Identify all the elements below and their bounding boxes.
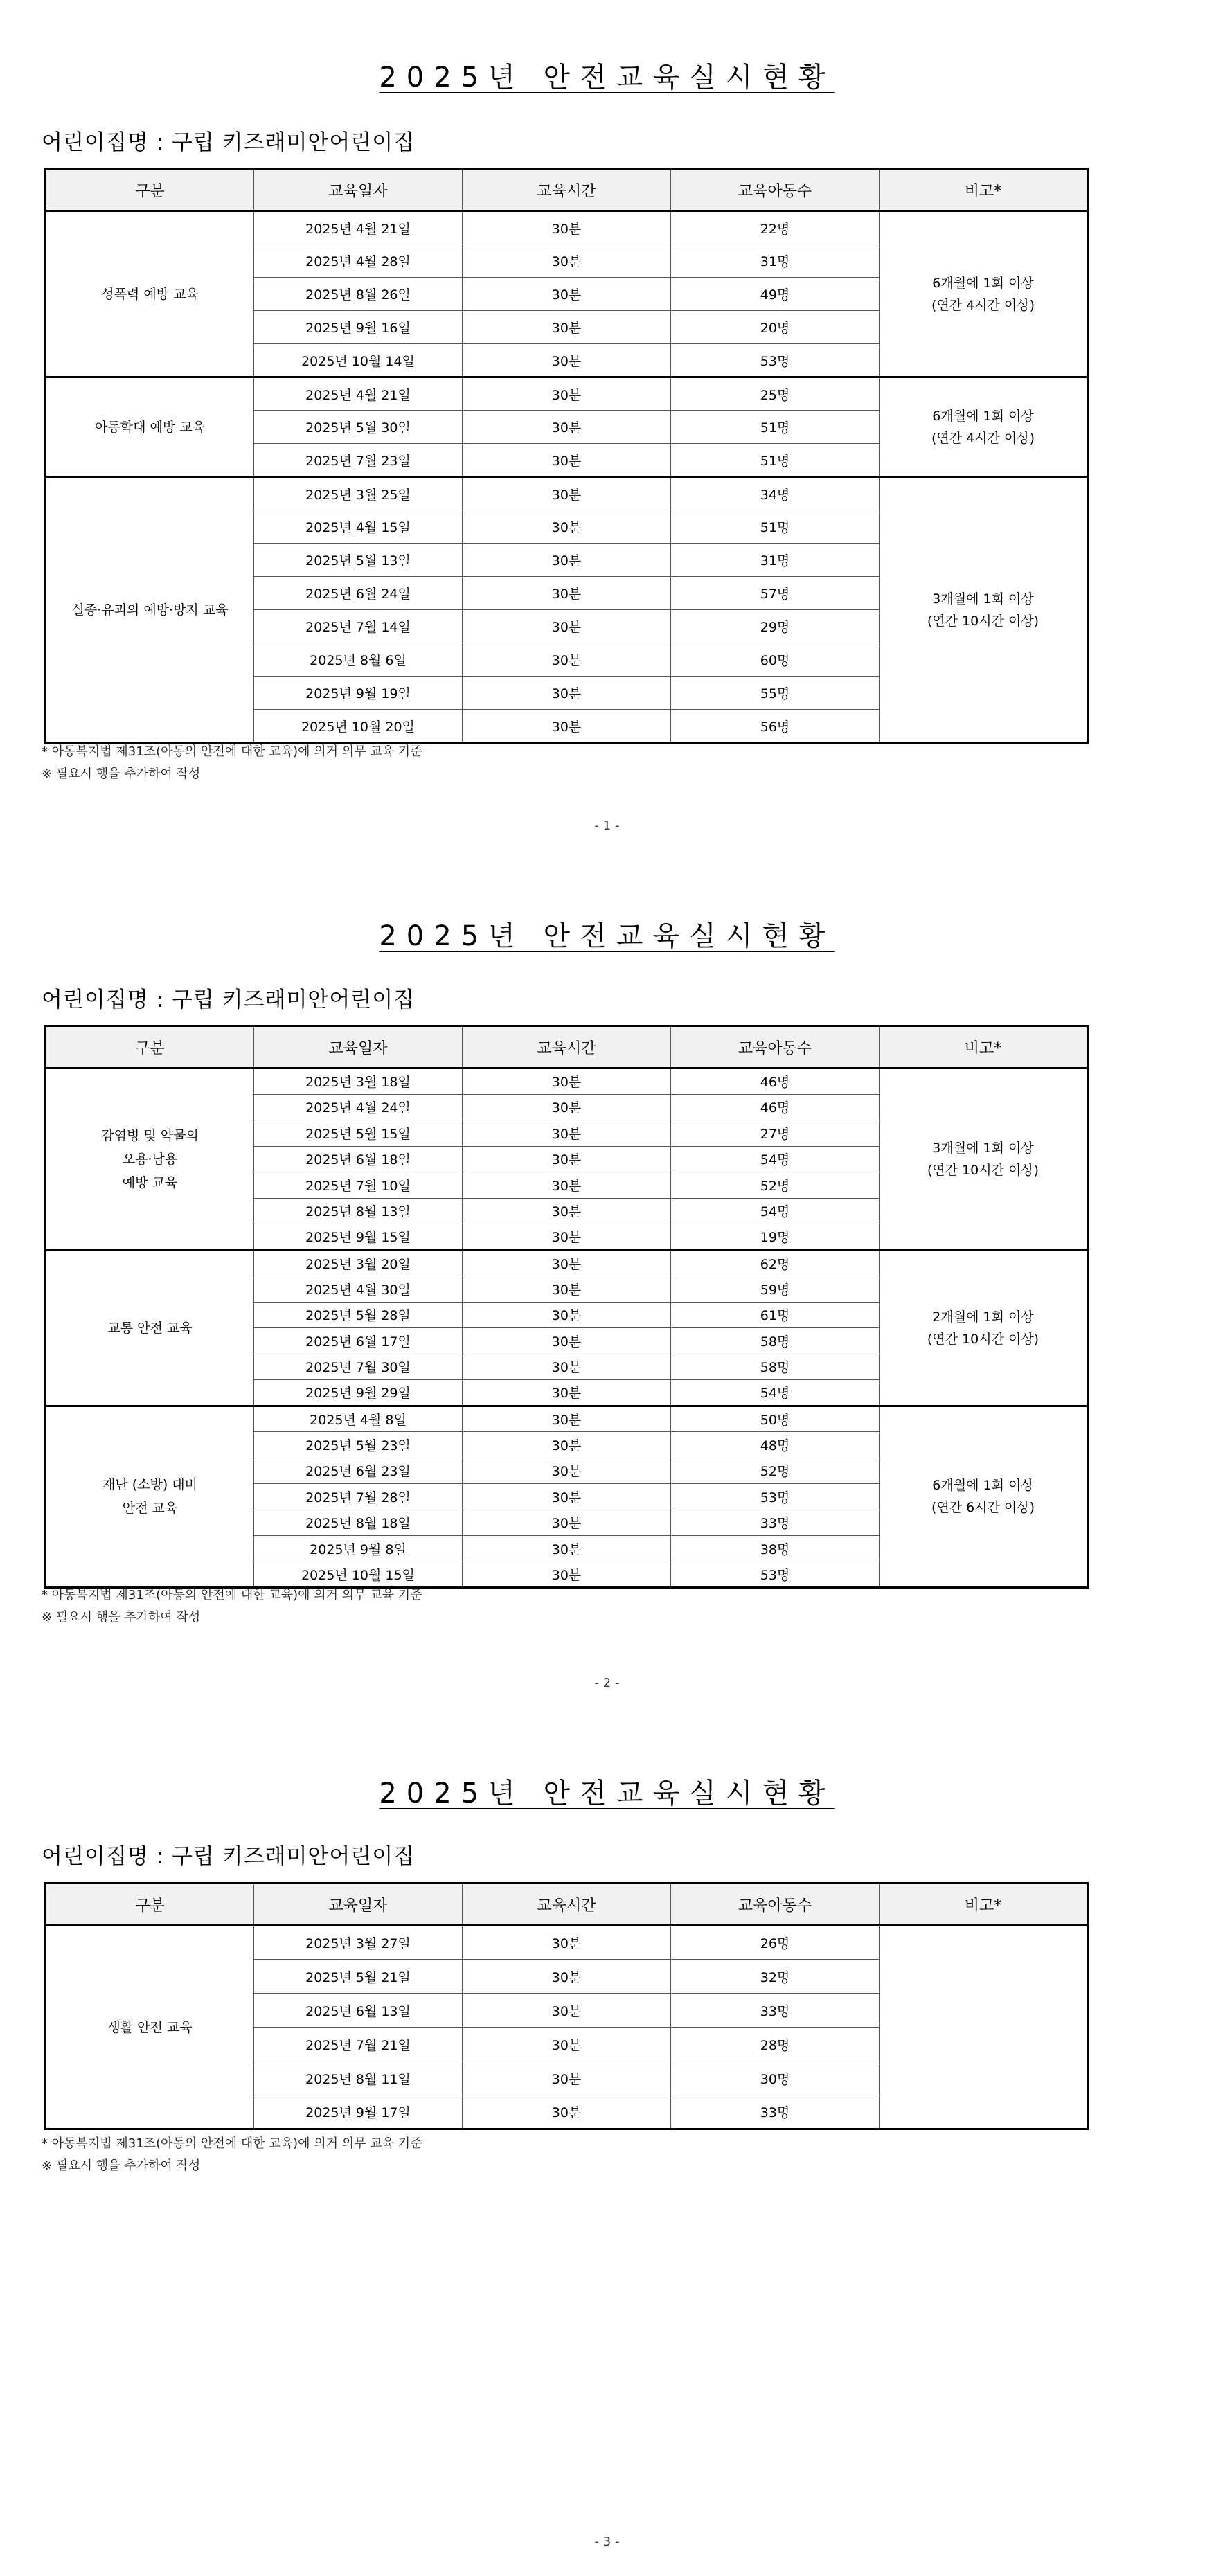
footnotes (42, 741, 422, 785)
count-cell: 19명 (671, 1224, 880, 1251)
category-line: 예방 교육 (122, 1174, 178, 1190)
time-cell: 30분 (463, 510, 671, 544)
table-row (46, 211, 1088, 244)
date-cell: 2025년 9월 19일 (254, 677, 463, 710)
date-cell: 2025년 9월 16일 (254, 311, 463, 344)
count-cell: 53명 (671, 1484, 880, 1510)
date-cell: 2025년 7월 10일 (254, 1172, 463, 1199)
category-cell (46, 211, 254, 377)
count-cell: 56명 (671, 710, 880, 743)
count-cell: 51명 (671, 411, 880, 444)
count-cell: 30명 (671, 2061, 880, 2095)
page-number: - 2 - (594, 1676, 620, 1690)
date-cell: 2025년 3월 25일 (254, 477, 463, 510)
count-cell: 29명 (671, 610, 880, 643)
note-line: (연간 4시간 이상) (931, 430, 1035, 446)
education-table (44, 1025, 1089, 1589)
footnote-add-rows: ※ 필요시 행을 추가하여 작성 (42, 1610, 201, 1625)
time-cell: 30분 (463, 211, 671, 244)
time-cell: 30분 (463, 1094, 671, 1120)
time-cell: 30분 (463, 244, 671, 278)
date-cell: 2025년 10월 15일 (254, 1562, 463, 1588)
count-cell: 57명 (671, 577, 880, 610)
count-cell: 55명 (671, 677, 880, 710)
col-header-note: 비고* (880, 1026, 1088, 1068)
count-cell: 22명 (671, 211, 880, 244)
note-line: (연간 6시간 이상) (931, 1500, 1035, 1516)
col-header-count: 교육아동수 (671, 169, 880, 211)
time-cell: 30분 (463, 1120, 671, 1147)
footnote-legal: * 아동복지법 제31조(아동의 안전에 대한 교육)에 의거 의무 교육 기준 (42, 1588, 422, 1602)
col-header-category: 구분 (46, 1026, 254, 1068)
center-name: 어린이집명 : 구립 키즈래미안어린이집 (42, 987, 416, 1012)
count-cell: 46명 (671, 1068, 880, 1095)
count-cell: 52명 (671, 1172, 880, 1199)
time-cell: 30분 (463, 1172, 671, 1199)
date-cell: 2025년 3월 27일 (254, 1926, 463, 1960)
date-cell: 2025년 4월 8일 (254, 1406, 463, 1432)
page-title: 2025년 안전교육실시현황 (379, 920, 835, 952)
table-row (46, 377, 1088, 411)
col-header-time: 교육시간 (463, 1026, 671, 1068)
date-cell: 2025년 6월 23일 (254, 1458, 463, 1484)
time-cell: 30분 (463, 1198, 671, 1224)
table-row (46, 1250, 1088, 1276)
col-header-time: 교육시간 (463, 1884, 671, 1926)
count-cell: 61명 (671, 1302, 880, 1328)
date-cell: 2025년 4월 21일 (254, 377, 463, 411)
date-cell: 2025년 3월 20일 (254, 1250, 463, 1276)
date-cell: 2025년 9월 15일 (254, 1224, 463, 1251)
time-cell: 30분 (463, 577, 671, 610)
time-cell: 30분 (463, 1510, 671, 1536)
count-cell: 32명 (671, 1960, 880, 1994)
category-cell (46, 477, 254, 743)
col-header-note: 비고* (880, 169, 1088, 211)
time-cell: 30분 (463, 1994, 671, 2028)
date-cell: 2025년 4월 15일 (254, 510, 463, 544)
time-cell: 30분 (463, 544, 671, 577)
note-cell (880, 1926, 1088, 2129)
time-cell: 30분 (463, 377, 671, 411)
category-line: 오용·남용 (122, 1151, 178, 1167)
header-row (46, 169, 1088, 211)
count-cell: 20명 (671, 311, 880, 344)
count-cell: 50명 (671, 1406, 880, 1432)
category-line: 생활 안전 교육 (107, 2019, 193, 2035)
count-cell: 31명 (671, 544, 880, 577)
time-cell: 30분 (463, 1960, 671, 1994)
time-cell: 30분 (463, 444, 671, 477)
time-cell: 30분 (463, 1276, 671, 1303)
time-cell: 30분 (463, 1406, 671, 1432)
date-cell: 2025년 5월 28일 (254, 1302, 463, 1328)
category-line: 안전 교육 (122, 1501, 178, 1517)
date-cell: 2025년 6월 17일 (254, 1328, 463, 1354)
count-cell: 28명 (671, 2028, 880, 2061)
date-cell: 2025년 9월 29일 (254, 1380, 463, 1406)
count-cell: 62명 (671, 1250, 880, 1276)
time-cell: 30분 (463, 2028, 671, 2061)
time-cell: 30분 (463, 677, 671, 710)
time-cell: 30분 (463, 1354, 671, 1380)
count-cell: 33명 (671, 1510, 880, 1536)
category-line: 교통 안전 교육 (107, 1320, 193, 1336)
center-name: 어린이집명 : 구립 키즈래미안어린이집 (42, 1844, 416, 1869)
date-cell: 2025년 7월 23일 (254, 444, 463, 477)
category-cell (46, 1926, 254, 2129)
col-header-count: 교육아동수 (671, 1884, 880, 1926)
date-cell: 2025년 9월 8일 (254, 1536, 463, 1562)
date-cell: 2025년 6월 18일 (254, 1146, 463, 1172)
time-cell: 30분 (463, 1536, 671, 1562)
time-cell: 30분 (463, 1250, 671, 1276)
page-number: - 3 - (594, 2534, 620, 2549)
category-line: 재난 (소방) 대비 (102, 1477, 198, 1493)
count-cell: 54명 (671, 1146, 880, 1172)
table-row (46, 1406, 1088, 1432)
count-cell: 60명 (671, 643, 880, 677)
count-cell: 25명 (671, 377, 880, 411)
date-cell: 2025년 8월 11일 (254, 2061, 463, 2095)
time-cell: 30분 (463, 1302, 671, 1328)
education-table (44, 168, 1089, 744)
date-cell: 2025년 7월 21일 (254, 2028, 463, 2061)
note-cell (880, 211, 1088, 377)
col-header-count: 교육아동수 (671, 1026, 880, 1068)
time-cell: 30분 (463, 1926, 671, 1960)
center-name: 어린이집명 : 구립 키즈래미안어린이집 (42, 130, 416, 155)
time-cell: 30분 (463, 1328, 671, 1354)
count-cell: 54명 (671, 1198, 880, 1224)
count-cell: 58명 (671, 1354, 880, 1380)
time-cell: 30분 (463, 643, 671, 677)
count-cell: 26명 (671, 1926, 880, 1960)
date-cell: 2025년 4월 24일 (254, 1094, 463, 1120)
col-header-date: 교육일자 (254, 1026, 463, 1068)
date-cell: 2025년 9월 17일 (254, 2095, 463, 2129)
category-line: 감염병 및 약물의 (101, 1127, 199, 1143)
date-cell: 2025년 3월 18일 (254, 1068, 463, 1095)
footnote-add-rows: ※ 필요시 행을 추가하여 작성 (42, 767, 201, 781)
col-header-category: 구분 (46, 169, 254, 211)
note-cell (880, 477, 1088, 743)
table-row (46, 1926, 1088, 1960)
time-cell: 30분 (463, 1380, 671, 1406)
category-cell (46, 1250, 254, 1406)
date-cell: 2025년 5월 13일 (254, 544, 463, 577)
date-cell: 2025년 8월 6일 (254, 643, 463, 677)
note-cell (880, 1068, 1088, 1251)
note-line: 2개월에 1회 이상 (932, 1309, 1034, 1325)
date-cell: 2025년 8월 26일 (254, 278, 463, 311)
page-title: 2025년 안전교육실시현황 (379, 1778, 835, 1809)
date-cell: 2025년 7월 14일 (254, 610, 463, 643)
count-cell: 59명 (671, 1276, 880, 1303)
date-cell: 2025년 8월 18일 (254, 1510, 463, 1536)
note-line: (연간 10시간 이상) (927, 1331, 1039, 1347)
note-line: (연간 10시간 이상) (927, 1162, 1039, 1178)
count-cell: 53명 (671, 344, 880, 377)
note-line: 6개월에 1회 이상 (932, 275, 1034, 291)
date-cell: 2025년 5월 15일 (254, 1120, 463, 1147)
note-cell (880, 1250, 1088, 1406)
date-cell: 2025년 4월 21일 (254, 211, 463, 244)
header-row (46, 1884, 1088, 1926)
note-line: (연간 10시간 이상) (927, 613, 1039, 629)
count-cell: 54명 (671, 1380, 880, 1406)
time-cell: 30분 (463, 278, 671, 311)
count-cell: 46명 (671, 1094, 880, 1120)
col-header-date: 교육일자 (254, 1884, 463, 1926)
time-cell: 30분 (463, 1484, 671, 1510)
time-cell: 30분 (463, 311, 671, 344)
time-cell: 30분 (463, 610, 671, 643)
count-cell: 49명 (671, 278, 880, 311)
time-cell: 30분 (463, 710, 671, 743)
time-cell: 30분 (463, 1432, 671, 1458)
time-cell: 30분 (463, 477, 671, 510)
col-header-category: 구분 (46, 1884, 254, 1926)
date-cell: 2025년 5월 30일 (254, 411, 463, 444)
header-row (46, 1026, 1088, 1068)
footnote-add-rows: ※ 필요시 행을 추가하여 작성 (42, 2158, 201, 2173)
count-cell: 48명 (671, 1432, 880, 1458)
table-row (46, 477, 1088, 510)
note-line: 3개월에 1회 이상 (932, 591, 1034, 607)
col-header-time: 교육시간 (463, 169, 671, 211)
note-cell (880, 377, 1088, 477)
note-line: 3개월에 1회 이상 (932, 1140, 1034, 1156)
time-cell: 30분 (463, 344, 671, 377)
date-cell: 2025년 8월 13일 (254, 1198, 463, 1224)
note-line: 6개월에 1회 이상 (932, 408, 1034, 424)
time-cell: 30분 (463, 2061, 671, 2095)
date-cell: 2025년 4월 28일 (254, 244, 463, 278)
page-number: - 1 - (594, 819, 620, 833)
footnotes (42, 2133, 422, 2177)
note-line: (연간 4시간 이상) (931, 297, 1035, 313)
note-line: 6개월에 1회 이상 (932, 1478, 1034, 1494)
page-title: 2025년 안전교육실시현황 (379, 62, 835, 93)
count-cell: 31명 (671, 244, 880, 278)
date-cell: 2025년 10월 14일 (254, 344, 463, 377)
count-cell: 53명 (671, 1562, 880, 1588)
date-cell: 2025년 7월 28일 (254, 1484, 463, 1510)
category-cell (46, 377, 254, 477)
time-cell: 30분 (463, 2095, 671, 2129)
time-cell: 30분 (463, 1458, 671, 1484)
date-cell: 2025년 4월 30일 (254, 1276, 463, 1303)
date-cell: 2025년 6월 13일 (254, 1994, 463, 2028)
date-cell: 2025년 7월 30일 (254, 1354, 463, 1380)
category-cell (46, 1068, 254, 1251)
category-cell (46, 1406, 254, 1588)
footnote-legal: * 아동복지법 제31조(아동의 안전에 대한 교육)에 의거 의무 교육 기준 (42, 744, 422, 759)
count-cell: 33명 (671, 1994, 880, 2028)
count-cell: 52명 (671, 1458, 880, 1484)
category-line: 실종·유괴의 예방·방지 교육 (71, 602, 229, 618)
time-cell: 30분 (463, 1224, 671, 1251)
category-line: 아동학대 예방 교육 (95, 419, 205, 435)
table-row (46, 1068, 1088, 1095)
count-cell: 33명 (671, 2095, 880, 2129)
count-cell: 27명 (671, 1120, 880, 1147)
date-cell: 2025년 10월 20일 (254, 710, 463, 743)
note-cell (880, 1406, 1088, 1588)
footnote-legal: * 아동복지법 제31조(아동의 안전에 대한 교육)에 의거 의무 교육 기준 (42, 2136, 422, 2151)
time-cell: 30분 (463, 1068, 671, 1095)
date-cell: 2025년 6월 24일 (254, 577, 463, 610)
category-line: 성폭력 예방 교육 (101, 286, 199, 302)
time-cell: 30분 (463, 1562, 671, 1588)
education-table (44, 1882, 1089, 2130)
count-cell: 38명 (671, 1536, 880, 1562)
col-header-date: 교육일자 (254, 169, 463, 211)
count-cell: 51명 (671, 444, 880, 477)
footnotes (42, 1584, 422, 1629)
count-cell: 51명 (671, 510, 880, 544)
date-cell: 2025년 5월 21일 (254, 1960, 463, 1994)
date-cell: 2025년 5월 23일 (254, 1432, 463, 1458)
count-cell: 58명 (671, 1328, 880, 1354)
col-header-note: 비고* (880, 1884, 1088, 1926)
time-cell: 30분 (463, 1146, 671, 1172)
count-cell: 34명 (671, 477, 880, 510)
time-cell: 30분 (463, 411, 671, 444)
